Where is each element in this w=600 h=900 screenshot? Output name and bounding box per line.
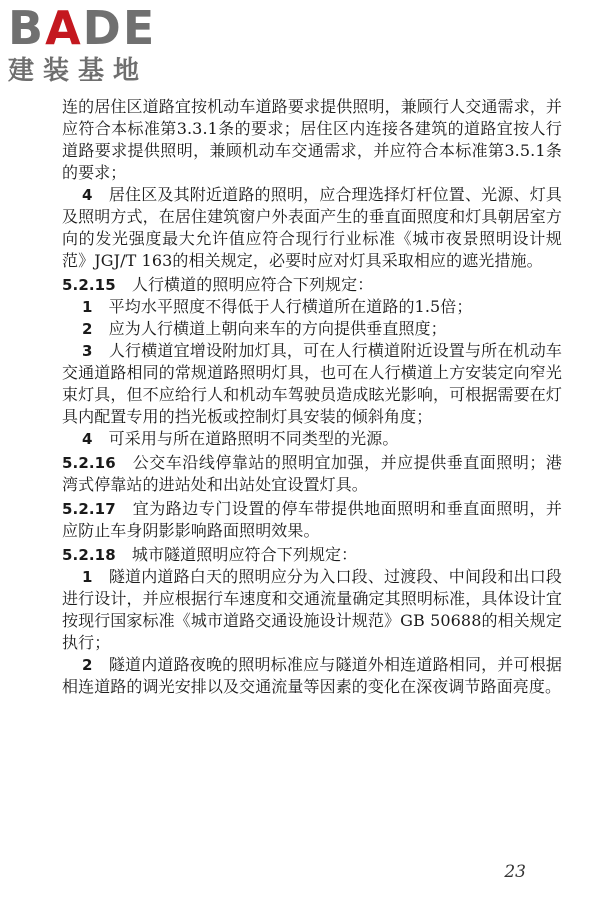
item-number: 2 bbox=[82, 320, 93, 338]
list-item bbox=[62, 296, 562, 318]
paragraph-continuation bbox=[62, 96, 562, 184]
paragraph-text: 隧道内道路夜晚的照明标准应与隧道外相连道路相同，并可根据相连道路的调光安排以及交通流量等因素的变化在深夜调节路面亮度。 bbox=[62, 655, 562, 696]
item-number: 4 bbox=[82, 186, 93, 204]
paragraph-text: 宜为路边专门设置的停车带提供地面照明和垂直面照明，并应防止车身阴影影响路面照明效果。 bbox=[62, 499, 562, 540]
clause-number: 5.2.15 bbox=[62, 276, 116, 294]
clause bbox=[62, 452, 562, 496]
clause bbox=[62, 498, 562, 542]
list-item bbox=[62, 340, 562, 428]
paragraph-text: 连的居住区道路宜按机动车道路要求提供照明，兼顾行人交通需求，并应符合本标准第3.3.1条的要求；居住区内连接各建筑的道路宜按人行道路要求提供照明，兼顾机动车交通需求，并应符合本标准第3.5.1条的要求； bbox=[62, 97, 562, 182]
logo-letter-a: A bbox=[45, 1, 83, 55]
paragraph-text: 公交车沿线停靠站的照明宜加强，并应提供垂直面照明；港湾式停靠站的进站处和出站处宜设置灯具。 bbox=[62, 453, 562, 494]
list-item bbox=[62, 428, 562, 450]
paragraph-text: 人行横道的照明应符合下列规定： bbox=[131, 275, 374, 294]
clause-number: 5.2.17 bbox=[62, 500, 116, 518]
logo-brand bbox=[8, 1, 178, 55]
paragraph-text: 平均水平照度不得低于人行横道所在道路的1.5倍； bbox=[108, 297, 473, 316]
list-item bbox=[62, 318, 562, 340]
logo-letter-b: B bbox=[8, 1, 46, 55]
paragraph-text: 人行横道宜增设附加灯具，可在人行横道附近设置与所在机动车交通道路相同的常规道路照明灯具，也可在人行横道上方安装定向窄光束灯具，但不应给行人和机动车驾驶员造成眩光影响，可根据需要在灯具内配置专用的挡光板或控制灯具安装的倾斜角度； bbox=[62, 341, 562, 426]
item-number: 1 bbox=[82, 568, 93, 586]
clause bbox=[62, 274, 562, 296]
paragraph-text: 应为人行横道上朝向来车的方向提供垂直照度； bbox=[108, 319, 447, 338]
bade-logo bbox=[8, 1, 178, 92]
paragraph-text: 城市隧道照明应符合下列规定： bbox=[131, 545, 358, 564]
logo-tagline: 建装基地 bbox=[8, 56, 149, 86]
paragraph-text: 可采用与所在道路照明不同类型的光源。 bbox=[108, 429, 399, 448]
clause bbox=[62, 544, 562, 566]
paragraph-text: 居住区及其附近道路的照明，应合理选择灯杆位置、光源、灯具及照明方式，在居住建筑窗户外表面产生的垂直面照度和灯具朝居室方向的发光强度最大允许值应符合现行行业标准《城市夜景照明设计规范》JGJ/T 163的相关规定，必要时应对灯具采取相应的遮光措施。 bbox=[62, 185, 562, 270]
list-item bbox=[62, 184, 562, 272]
logo-letters-de: DE bbox=[82, 1, 157, 55]
paragraph-text: 隧道内道路白天的照明应分为入口段、过渡段、中间段和出口段进行设计，并应根据行车速度和交通流量确定其照明标准，具体设计宜按现行国家标准《城市道路交通设施设计规范》GB 50688的相关规定执行； bbox=[62, 567, 562, 652]
item-number: 3 bbox=[82, 342, 93, 360]
list-item bbox=[62, 654, 562, 698]
item-number: 4 bbox=[82, 430, 93, 448]
item-number: 1 bbox=[82, 298, 93, 316]
body-text bbox=[62, 96, 562, 698]
clause-number: 5.2.16 bbox=[62, 454, 116, 472]
clause-number: 5.2.18 bbox=[62, 546, 116, 564]
page-number: 23 bbox=[504, 862, 526, 882]
list-item bbox=[62, 566, 562, 654]
item-number: 2 bbox=[82, 656, 93, 674]
